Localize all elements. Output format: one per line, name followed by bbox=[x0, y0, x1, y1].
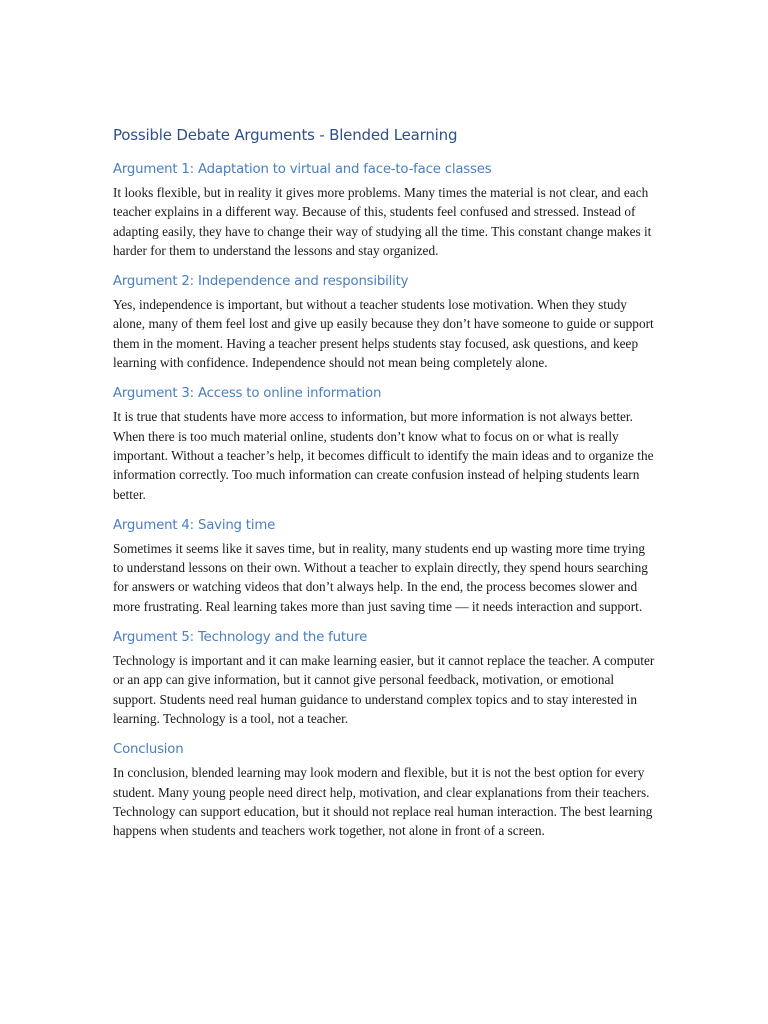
section-heading: Argument 1: Adaptation to virtual and face-to-face classes bbox=[113, 162, 492, 177]
section-paragraph: Yes, independence is important, but without a teacher students lose motivation. When they study alone, many of them feel lost and give up easily because they don’t have someone to guide or support them in the moment. Having a teacher present helps students stay focused, ask questions, and keep learning with confidence. Independence should not mean being completely alone. bbox=[113, 297, 654, 371]
section-paragraph: Technology is important and it can make learning easier, but it cannot replace the teacher. A computer or an app can give information, but it cannot give personal feedback, motivation, or emotional support. Students need real human guidance to understand complex topics and to stay interested in learning. Technology is a tool, not a teacher. bbox=[113, 653, 655, 726]
section-argument-2 bbox=[113, 273, 658, 372]
document-title: Possible Debate Arguments - Blended Learning bbox=[113, 126, 458, 144]
section-paragraph: Sometimes it seems like it saves time, but in reality, many students end up wasting more time trying to understand lessons on their own. Without a teacher to explain directly, they spend hours searching for answers or watching videos that don’t always help. In the end, the process becomes slower and more frustrating. Real learning takes more than just saving time — it needs interaction and support. bbox=[113, 540, 648, 614]
section-heading: Argument 5: Technology and the future bbox=[113, 630, 368, 646]
section-paragraph: It is true that students have more access to information, but more information is not always better. When there is too much material online, students don’t know what to focus on or what is really important. Without a teacher’s help, it becomes difficult to identify the main ideas and to organize the information correctly. Too much information can create confusion instead of helping students learn better. bbox=[113, 409, 654, 502]
section-heading: Argument 3: Access to online information bbox=[113, 386, 382, 402]
section-heading: Argument 2: Independence and responsibility bbox=[113, 274, 409, 290]
document-content bbox=[113, 124, 658, 853]
section-argument-1 bbox=[113, 161, 658, 260]
section-argument-3 bbox=[113, 385, 658, 503]
section-heading: Argument 4: Saving time bbox=[113, 517, 276, 533]
section-paragraph: It looks flexible, but in reality it gives more problems. Many times the material is not clear, and each teacher explains in a different way. Because of this, students feel confused and stressed. Instead of adapting easily, they have to change their way of studying all the time. This constant change makes it harder for them to understand the lessons and stay organized. bbox=[113, 185, 652, 258]
section-argument-5 bbox=[113, 629, 658, 728]
section-conclusion bbox=[113, 741, 658, 840]
section-heading: Conclusion bbox=[113, 742, 184, 758]
section-argument-4 bbox=[113, 517, 658, 616]
section-paragraph: In conclusion, blended learning may look modern and flexible, but it is not the best option for every student. Many young people need direct help, motivation, and clear explanations from their teachers. Technology can support education, but it should not replace real human interaction. The best learning happens when students and teachers work together, not alone in front of a screen. bbox=[113, 765, 653, 839]
